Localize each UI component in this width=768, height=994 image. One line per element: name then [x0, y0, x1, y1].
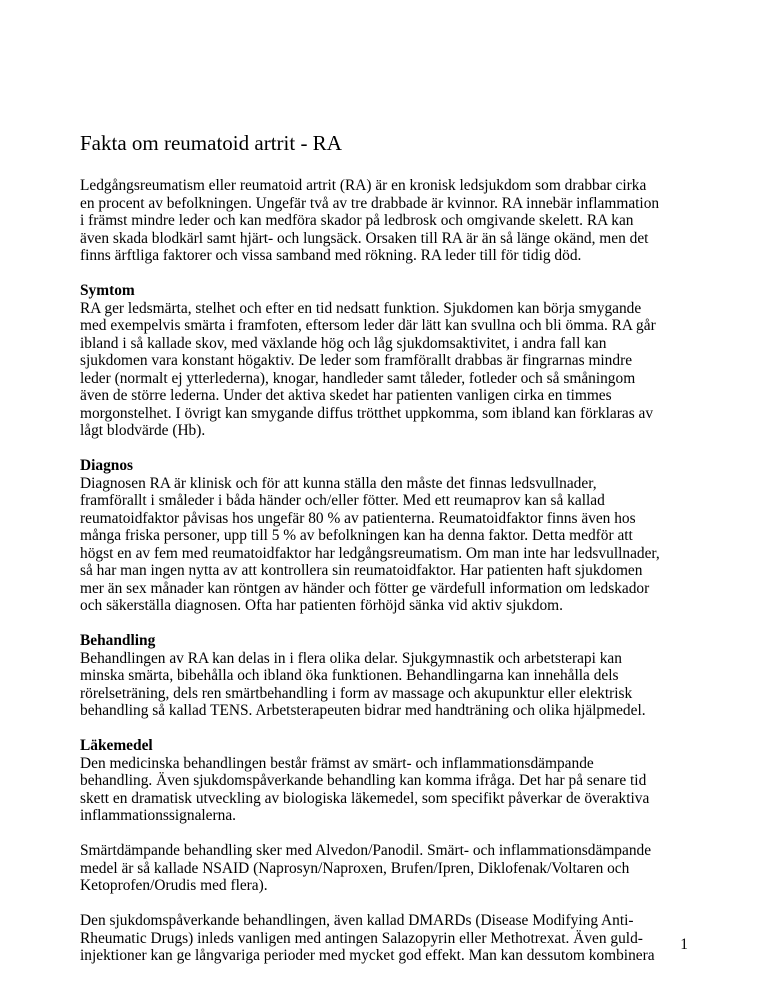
- section-paragraph: [80, 842, 700, 895]
- text-line: Den medicinska behandlingen består främst av smärt- och inflammationsdämpande: [80, 754, 594, 772]
- text-line: lågt blodvärde (Hb).: [80, 422, 206, 439]
- text-line: framförallt i småleder i båda händer och/eller fötter. Med ett reumaprov kan så kallad: [80, 492, 605, 509]
- document-body: [80, 177, 700, 982]
- text-line: mer än sex månader kan röntgen av händer och fötter ge värdefull information om ledskador: [80, 579, 650, 597]
- text-line: morgonstelhet. I övrigt kan smygande diffus trötthet uppkomma, som ibland kan förklaras av: [80, 404, 654, 422]
- text-line: i främst mindre leder och kan medföra skador på ledbrosk och omgivande skelett. RA kan: [80, 212, 634, 229]
- text-line: inflammationssignalerna.: [80, 807, 237, 824]
- section-heading: Symtom: [80, 282, 135, 299]
- text-line: Ketoprofen/Orudis med flera).: [80, 877, 268, 894]
- text-line: behandling. Även sjukdomspåverkande behandling kan komma ifråga. Det har på senare tid: [80, 772, 647, 789]
- text-line: Rheumatic Drugs) inleds vanligen med antingen Salazopyrin eller Methotrexat. Även guld-: [80, 929, 643, 947]
- section-heading: Diagnos: [80, 457, 134, 474]
- section-paragraph: [80, 632, 700, 720]
- section-heading: Behandling: [80, 632, 156, 649]
- text-line: även skada blodkärl samt hjärt- och lungsäck. Orsaken till RA är än så länge okänd, men det: [80, 229, 649, 247]
- text-line: medel är så kallade NSAID (Naprosyn/Naproxen, Brufen/Ipren, Diklofenak/Voltaren och: [80, 859, 630, 877]
- text-line: många friska personer, upp till 5 % av befolkningen kan ha denna faktor. Detta medför att: [80, 527, 633, 544]
- text-line: ibland i så kallade skov, med växlande hög och låg sjukdomsaktivitet, i andra fall kan: [80, 334, 607, 352]
- text-line: högst en av fem med reumatoidfaktor har ledgångsreumatism. Om man inte har ledsvullnader,: [80, 544, 660, 562]
- text-line: Ledgångsreumatism eller reumatoid artrit (RA) är en kronisk ledsjukdom som drabbar cirka: [80, 177, 647, 194]
- text-line: Smärtdämpande behandling sker med Alvedon/Panodil. Smärt- och inflammationsdämpande: [80, 842, 652, 859]
- text-line: skett en dramatisk utveckling av biologiska läkemedel, som specifikt påverkar de överaktiva: [80, 789, 650, 807]
- section-paragraph: [80, 177, 700, 265]
- text-line: Den sjukdomspåverkande behandlingen, även kallad DMARDs (Disease Modifying Anti-: [80, 912, 634, 929]
- text-line: injektioner kan ge långvariga perioder med mycket god effekt. Man kan dessutom kombinera: [80, 947, 655, 964]
- text-line: även de större lederna. Under det aktiva skedet har patienten vanligen cirka en timmes: [80, 387, 612, 404]
- page-number: 1: [680, 936, 688, 953]
- text-line: leder (normalt ej ytterlederna), knogar, handleder samt tåleder, fotleder och så småningom: [80, 369, 636, 387]
- section-paragraph: [80, 282, 700, 440]
- text-line: minska smärta, bibehålla och ibland öka funktionen. Behandlingarna kan innehålla dels: [80, 667, 619, 684]
- text-line: reumatoidfaktor påvisas hos ungefär 80 % av patienterna. Reumatoidfaktor finns även hos: [80, 509, 636, 527]
- text-line: så har man ingen nytta av att kontrollera sin reumatoidfaktor. Har patienten haft sjukdomen: [80, 562, 643, 579]
- section-paragraph: [80, 737, 700, 825]
- text-line: RA ger ledsmärta, stelhet och efter en tid nedsatt funktion. Sjukdomen kan börja smygande: [80, 299, 642, 317]
- document-title: Fakta om reumatoid artrit - RA: [80, 131, 342, 155]
- text-line: Behandlingen av RA kan delas in i flera olika delar. Sjukgymnastik och arbetsterapi kan: [80, 649, 622, 667]
- text-line: behandling så kallad TENS. Arbetsterapeuten bidrar med handträning och olika hjälpmedel.: [80, 702, 646, 719]
- text-line: Diagnosen RA är klinisk och för att kunna ställa den måste det finnas ledsvullnader,: [80, 474, 597, 492]
- section-heading: Läkemedel: [80, 737, 153, 754]
- text-line: en procent av befolkningen. Ungefär två av tre drabbade är kvinnor. RA innebär inflammation: [80, 194, 660, 212]
- text-line: med exempelvis smärta i framfoten, eftersom leder där lätt kan svullna och bli ömma. RA går: [80, 317, 656, 334]
- text-line: rörelseträning, dels ren smärtbehandling i form av massage och akupunktur eller elektrisk: [80, 684, 633, 702]
- section-paragraph: [80, 457, 700, 615]
- text-line: sjukdomen vara konstant högaktiv. De leder som framförallt drabbas är fingrarnas mindre: [80, 352, 633, 369]
- section-paragraph: [80, 912, 700, 965]
- text-line: och säkerställa diagnosen. Ofta har patienten förhöjd sänka vid aktiv sjukdom.: [80, 597, 563, 614]
- text-line: finns ärftliga faktorer och vissa samband med rökning. RA leder till för tidig död.: [80, 247, 582, 264]
